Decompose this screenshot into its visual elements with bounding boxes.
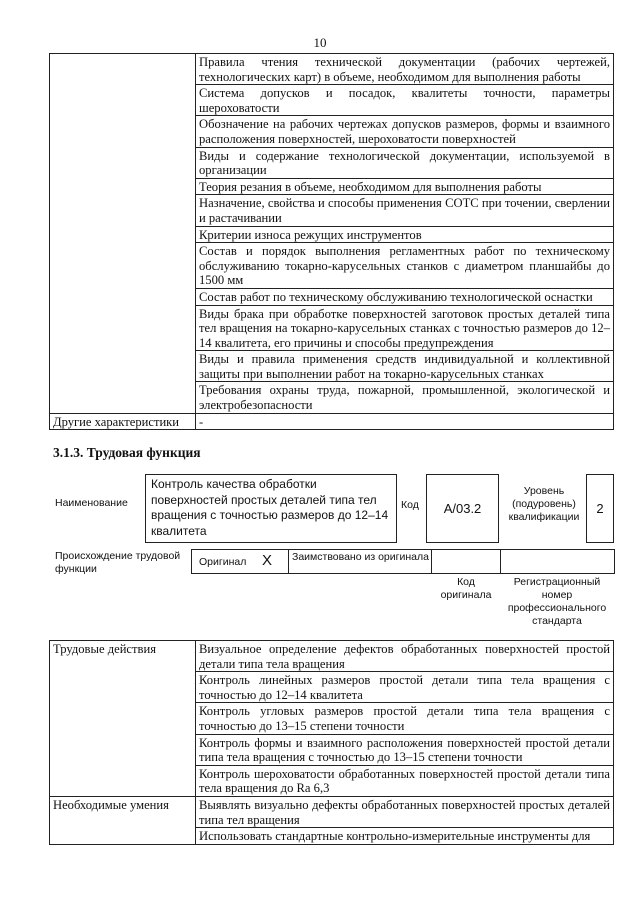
function-name-value: Контроль качества обработки поверхностей простых деталей типа тел вращения с точностью размеров до 12–14 квалитета <box>151 477 389 538</box>
other-characteristics-label: Другие характеристики <box>50 413 196 430</box>
action-item: Контроль линейных размеров простой детали типа тела вращения с точностью до 12–14 квалитета <box>196 672 614 703</box>
knowledge-item: Состав и порядок выполнения регламентных работ по техническому обслуживанию токарно-карусельных станков с диаметром планшайбы до 1500 мм <box>196 243 614 289</box>
knowledge-item: Виды брака при обработке поверхностей заготовок простых деталей типа тел вращения на токарно-карусельных станках с точностью размеров до 12–14 квалитета, его причины и способы предупреждения <box>196 305 614 351</box>
action-item: Контроль угловых размеров простой детали типа тела вращения с точностью до 13–15 степени точности <box>196 703 614 734</box>
table-row <box>50 796 614 827</box>
knowledge-item: Система допусков и посадок, квалитеты точности, параметры шероховатости <box>196 85 614 116</box>
skill-item: Использовать стандартные контрольно-измерительные инструменты для <box>196 828 614 845</box>
table-row <box>50 413 614 430</box>
knowledge-label-cell <box>50 54 196 414</box>
function-name-box <box>145 474 397 543</box>
knowledge-item: Состав работ по техническому обслуживанию технологической оснастки <box>196 288 614 305</box>
knowledge-item: Критерии износа режущих инструментов <box>196 226 614 243</box>
knowledge-table <box>49 53 614 430</box>
original-mark: X <box>262 552 273 569</box>
knowledge-item: Теория резания в объеме, необходимом для выполнения работы <box>196 178 614 195</box>
origin-box <box>191 549 615 574</box>
borrowed-label: Заимствовано из оригинала <box>292 551 429 563</box>
section-heading: 3.1.3. Трудовая функция <box>53 445 201 460</box>
knowledge-item: Обозначение на рабочих чертежах допусков размеров, формы и взаимного расположения поверхностей, шероховатости поверхностей <box>196 116 614 147</box>
name-label: Наименование <box>55 497 128 509</box>
table-row <box>50 641 614 672</box>
action-item: Визуальное определение дефектов обработанных поверхностей простой детали типа тела вращения <box>196 641 614 672</box>
reg-number-caption: Регистрационный номер профессионального стандарта <box>507 576 607 627</box>
level-box <box>586 474 614 543</box>
original-label: Оригинал <box>199 556 247 568</box>
knowledge-item: Правила чтения технической документации (рабочих чертежей, технологических карт) в объеме, необходимом для выполнения работы <box>196 54 614 85</box>
skills-label: Необходимые умения <box>50 796 196 844</box>
action-item: Контроль формы и взаимного расположения поверхностей простой детали типа тела вращения с точностью до 13–15 степени точности <box>196 734 614 765</box>
knowledge-item: Виды и правила применения средств индивидуальной и коллективной защиты при выполнении работ на токарно-карусельных станках <box>196 351 614 382</box>
origin-label: Происхождение трудовой функции <box>55 550 181 575</box>
level-value: 2 <box>596 501 604 516</box>
level-label: Уровень (подуровень) квалификации <box>508 485 580 523</box>
skill-item: Выявлять визуально дефекты обработанных поверхностей простых деталей типа тел вращения <box>196 796 614 827</box>
table-row <box>50 54 614 85</box>
other-characteristics-value: - <box>196 413 614 430</box>
code-original-caption: Код оригинала <box>440 576 492 601</box>
knowledge-item: Виды и содержание технологической документации, используемой в организации <box>196 147 614 178</box>
actions-table <box>49 640 614 845</box>
code-label: Код <box>401 499 419 511</box>
page-number: 10 <box>313 35 327 50</box>
code-value: А/03.2 <box>443 501 482 516</box>
knowledge-item: Назначение, свойства и способы применения СОТС при точении, сверлении и растачивании <box>196 195 614 226</box>
knowledge-item: Требования охраны труда, пожарной, промышленной, экологической и электробезопасности <box>196 382 614 413</box>
action-item: Контроль шероховатости обработанных поверхностей простой детали типа тела вращения до Ra 6,3 <box>196 765 614 796</box>
code-box <box>426 474 499 543</box>
actions-label: Трудовые действия <box>50 641 196 797</box>
